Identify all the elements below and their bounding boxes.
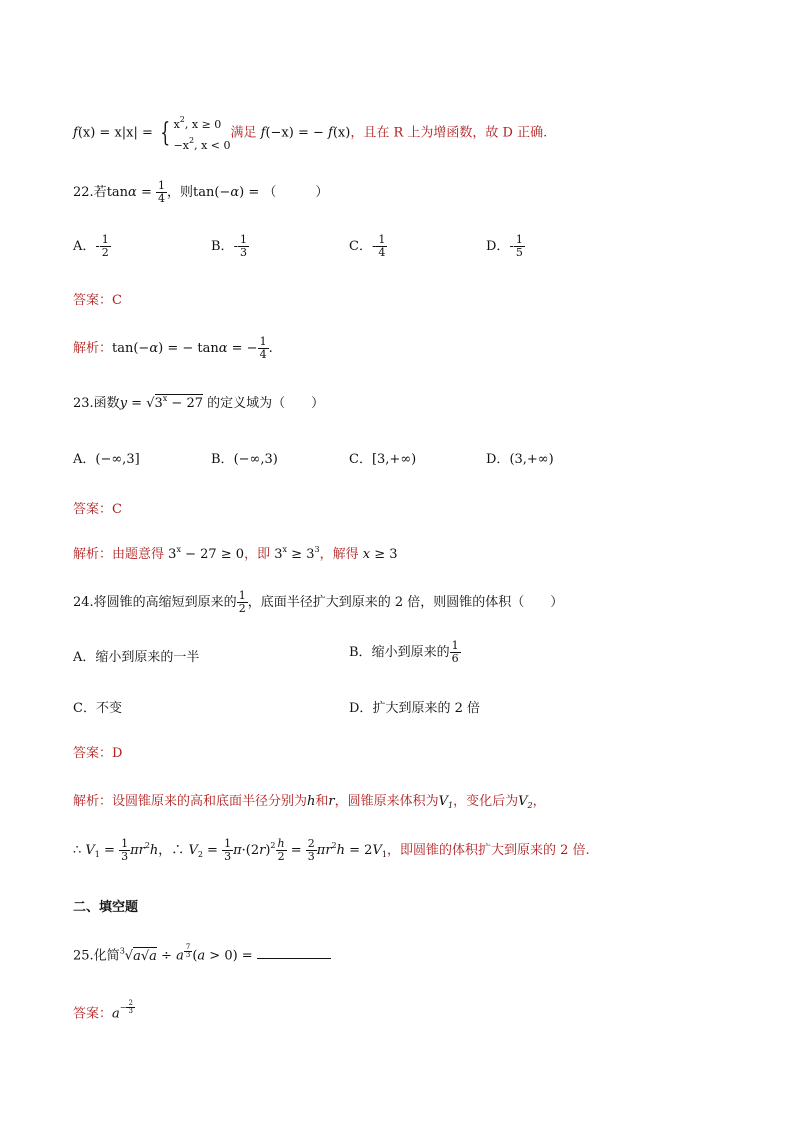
q22-explanation: 解析：tan(−α) = − tanα = − $\frac{1}{4}$ . [73, 335, 273, 361]
q24-explanation-formula: ∴ $V_1$ = $\frac{1}{3}$ $\pi r^2h$，∴ $V_2$ = $\frac{1}{3}$ $\pi\cdot(2r)^2$ $\frac{h}{2}$ = $\frac{2}{3}$ $\pi r^2h = 2V_1$，即圆锥的体积扩大到原来的 2 倍. [73, 837, 590, 863]
section-title: 二、填空题 [73, 900, 139, 915]
q24-option-c[interactable]: C．不变 [73, 701, 122, 716]
q23-option-c[interactable]: C．[3,+∞) [349, 452, 417, 467]
q24-explanation: 解析：设圆锥原来的高和底面半径分别为h和r，圆锥原来体积为$V_1$，变化后为$V_2$， [73, 794, 546, 810]
q21-explanation: f(x) = x|x| = { $x^2$, x ≥ 0 $-x^2$, x < 0 满足 f(−x) = − f(x)，且在 R 上为增函数，故 D 正确. [73, 115, 548, 152]
q22-option-d[interactable]: D．- $\frac{1}{5}$ [486, 233, 523, 259]
q25-stem: 25.化简$^3$√a√a ÷ a $^{\frac{7}{3}}$ (a > 0) = [73, 944, 331, 964]
q23-option-d[interactable]: D．(3,+∞) [486, 452, 554, 467]
q21-text: 满足 [230, 125, 257, 141]
q23-explanation: 解析：由题意得 $3^x - 27 \ge 0$，即 $3^x \ge 3^3$，解得 x ≥ 3 [73, 545, 398, 562]
q23-stem: 23.函数$y = √3^x - 27$ 的定义域为（ ） [73, 394, 325, 411]
q22-answer: 答案：C [73, 293, 122, 308]
q24-answer: 答案：D [73, 746, 123, 761]
q24-option-d[interactable]: D．扩大到原来的 2 倍 [349, 701, 480, 716]
q23-answer: 答案：C [73, 502, 122, 517]
q21-tail: ，且在 R 上为增函数，故 D 正确. [350, 125, 548, 141]
q25-blank[interactable] [257, 948, 331, 959]
q22-option-b[interactable]: B．- $\frac{1}{3}$ [211, 233, 247, 259]
q22-option-a[interactable]: A．- $\frac{1}{2}$ [73, 233, 109, 259]
q22-option-c[interactable]: C．- $\frac{1}{4}$ [349, 233, 386, 259]
q22-stem: 22.若tanα = $\frac{1}{4}$ ，则tan(−α) = （ ） [73, 179, 329, 205]
q24-option-b[interactable]: B．缩小到原来的 $\frac{1}{6}$ [349, 639, 459, 665]
q24-stem: 24.将圆锥的高缩短到原来的 $\frac{1}{2}$ ，底面半径扩大到原来的 2 倍，则圆锥的体积（ ） [73, 589, 564, 615]
q25-answer: 答案：$a^{- \frac{2}{3}}$ [73, 999, 133, 1022]
q23-option-b[interactable]: B．(−∞,3) [211, 452, 278, 467]
q23-option-a[interactable]: A．(−∞,3] [73, 452, 140, 467]
q24-option-a[interactable]: A．缩小到原来的一半 [73, 650, 200, 665]
